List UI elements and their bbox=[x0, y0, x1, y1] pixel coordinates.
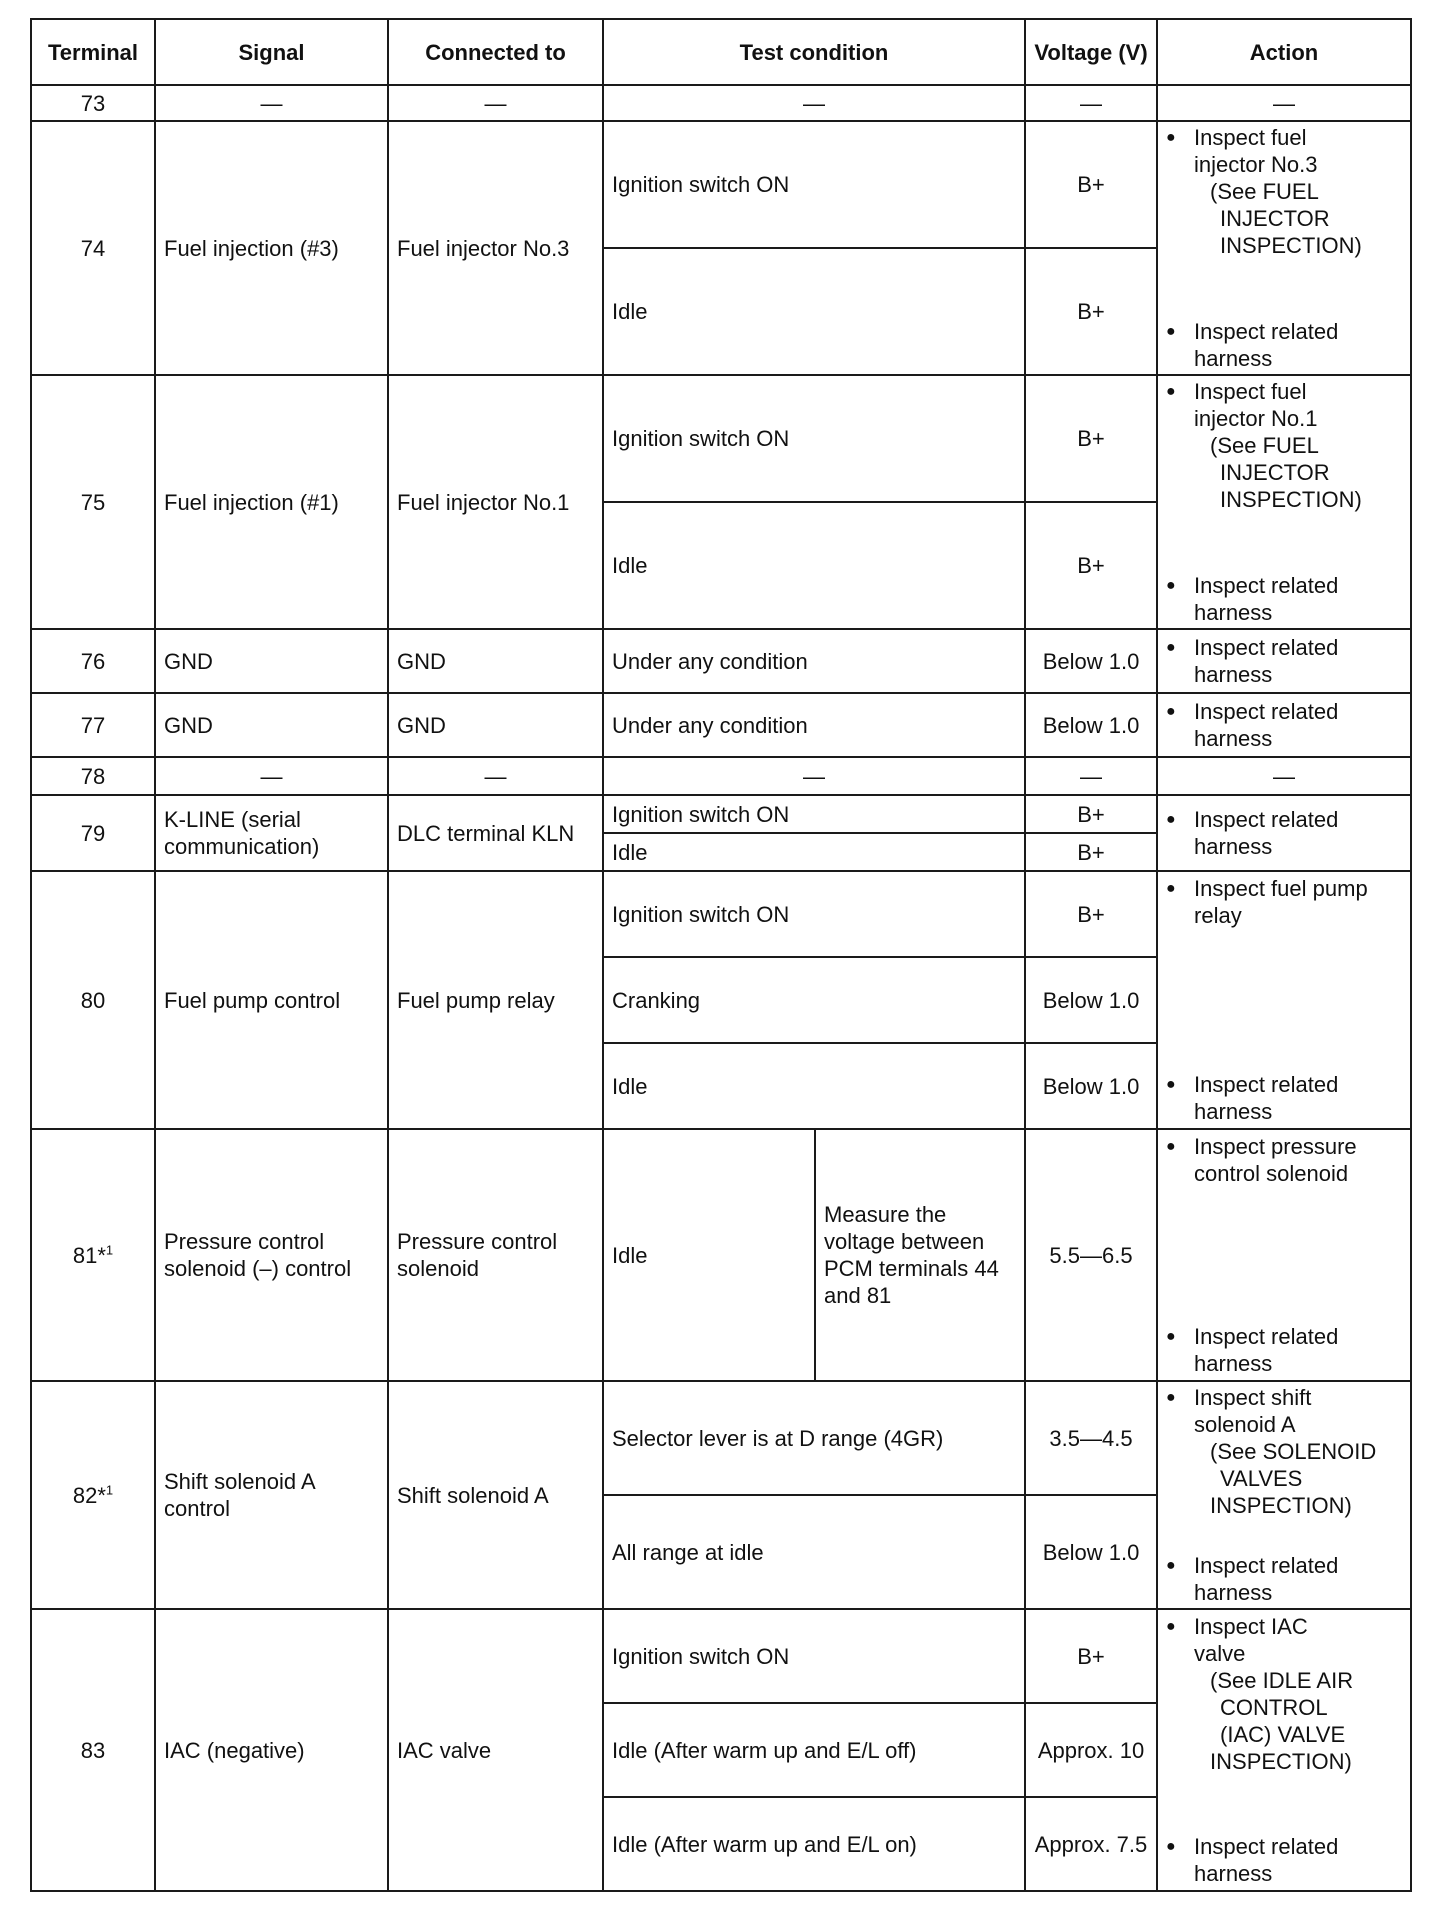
action-item bbox=[1166, 1071, 1402, 1125]
condition-cell: — bbox=[603, 85, 1025, 121]
action-text: Inspect fuel bbox=[1194, 379, 1307, 404]
bullet-icon: ● bbox=[1166, 1076, 1176, 1093]
action-text: injector No.1 bbox=[1194, 406, 1318, 431]
terminal-cell: 81*$^1$ bbox=[31, 1129, 155, 1381]
row-terminal-77 bbox=[31, 693, 1411, 757]
action-text: Inspect related harness bbox=[1194, 699, 1339, 751]
terminal-cell: 78 bbox=[31, 757, 155, 795]
header-row bbox=[31, 19, 1411, 85]
condition-cell: Idle bbox=[603, 833, 1025, 871]
voltage-cell: B+ bbox=[1025, 502, 1157, 629]
signal-cell: K-LINE (serial communication) bbox=[155, 795, 388, 871]
bullet-icon: ● bbox=[1166, 577, 1176, 594]
bullet-icon: ● bbox=[1166, 703, 1176, 720]
condition-cell: Idle (After warm up and E/L off) bbox=[603, 1703, 1025, 1797]
row-terminal-76 bbox=[31, 629, 1411, 693]
bullet-icon: ● bbox=[1166, 811, 1176, 828]
action-text: Inspect related harness bbox=[1194, 573, 1339, 625]
action-text: INSPECTION) bbox=[1220, 487, 1362, 512]
connected-cell: — bbox=[388, 85, 603, 121]
row-terminal-79 bbox=[31, 795, 1411, 833]
action-text: (See FUEL bbox=[1210, 433, 1319, 458]
terminal-voltage-table-sheet bbox=[30, 18, 1410, 1892]
terminal-cell: 83 bbox=[31, 1609, 155, 1891]
action-text: (See IDLE AIR bbox=[1210, 1668, 1354, 1693]
row-terminal-82 bbox=[31, 1381, 1411, 1495]
condition-cell: Ignition switch ON bbox=[603, 1609, 1025, 1703]
condition-cell: Idle bbox=[603, 502, 1025, 629]
action-text: Inspect related harness bbox=[1194, 807, 1339, 859]
action-item bbox=[1166, 698, 1402, 752]
action-item bbox=[1166, 1323, 1402, 1377]
bullet-icon: ● bbox=[1166, 1557, 1176, 1574]
voltage-cell: B+ bbox=[1025, 1609, 1157, 1703]
condition-cell: Cranking bbox=[603, 957, 1025, 1043]
action-text: injector No.3 bbox=[1194, 152, 1318, 177]
action-item bbox=[1166, 634, 1402, 688]
signal-cell: Shift solenoid A control bbox=[155, 1381, 388, 1609]
terminal-cell: 75 bbox=[31, 375, 155, 629]
header-connected-to: Connected to bbox=[388, 19, 603, 85]
condition-cell: Idle (After warm up and E/L on) bbox=[603, 1797, 1025, 1891]
row-terminal-73 bbox=[31, 85, 1411, 121]
row-terminal-74 bbox=[31, 121, 1411, 248]
voltage-cell: B+ bbox=[1025, 121, 1157, 248]
action-item bbox=[1166, 1384, 1402, 1519]
action-text: VALVES bbox=[1220, 1466, 1303, 1491]
connected-cell: Fuel injector No.1 bbox=[388, 375, 603, 629]
voltage-cell: Approx. 7.5 bbox=[1025, 1797, 1157, 1891]
voltage-cell: Approx. 10 bbox=[1025, 1703, 1157, 1797]
action-text: solenoid A bbox=[1194, 1412, 1296, 1437]
voltage-cell: — bbox=[1025, 757, 1157, 795]
voltage-cell: Below 1.0 bbox=[1025, 1043, 1157, 1129]
action-item bbox=[1166, 1133, 1402, 1187]
terminal-voltage-table bbox=[30, 18, 1412, 1892]
condition-cell: — bbox=[603, 757, 1025, 795]
voltage-cell: B+ bbox=[1025, 871, 1157, 957]
bullet-icon: ● bbox=[1166, 1618, 1176, 1635]
signal-cell: GND bbox=[155, 629, 388, 693]
bullet-icon: ● bbox=[1166, 880, 1176, 897]
action-cell bbox=[1157, 1381, 1411, 1609]
header-voltage: Voltage (V) bbox=[1025, 19, 1157, 85]
signal-cell: Fuel pump control bbox=[155, 871, 388, 1129]
bullet-icon: ● bbox=[1166, 1328, 1176, 1345]
terminal-cell: 82*$^1$ bbox=[31, 1381, 155, 1609]
header-action: Action bbox=[1157, 19, 1411, 85]
action-cell bbox=[1157, 121, 1411, 375]
row-terminal-81 bbox=[31, 1129, 1411, 1381]
action-text: INJECTOR bbox=[1220, 460, 1330, 485]
action-cell bbox=[1157, 1609, 1411, 1891]
action-item bbox=[1166, 875, 1402, 929]
terminal-cell: 74 bbox=[31, 121, 155, 375]
row-terminal-75 bbox=[31, 375, 1411, 502]
bullet-icon: ● bbox=[1166, 1389, 1176, 1406]
action-cell: — bbox=[1157, 85, 1411, 121]
connected-cell: Pressure control solenoid bbox=[388, 1129, 603, 1381]
condition-cell: Selector lever is at D range (4GR) bbox=[603, 1381, 1025, 1495]
condition-cell: Under any condition bbox=[603, 629, 1025, 693]
action-item bbox=[1166, 318, 1402, 372]
voltage-cell: B+ bbox=[1025, 833, 1157, 871]
action-text: Inspect related harness bbox=[1194, 319, 1339, 371]
condition-cell: Ignition switch ON bbox=[603, 121, 1025, 248]
action-text: Inspect related harness bbox=[1194, 1834, 1339, 1886]
action-cell bbox=[1157, 629, 1411, 693]
voltage-cell: B+ bbox=[1025, 248, 1157, 375]
connected-cell: — bbox=[388, 757, 603, 795]
signal-cell: — bbox=[155, 85, 388, 121]
action-text: CONTROL bbox=[1220, 1695, 1328, 1720]
condition-cell: All range at idle bbox=[603, 1495, 1025, 1609]
action-item bbox=[1166, 1833, 1402, 1887]
row-terminal-80 bbox=[31, 871, 1411, 957]
bullet-icon: ● bbox=[1166, 383, 1176, 400]
connected-cell: IAC valve bbox=[388, 1609, 603, 1891]
action-cell bbox=[1157, 795, 1411, 871]
action-item bbox=[1166, 806, 1402, 860]
bullet-icon: ● bbox=[1166, 129, 1176, 146]
voltage-cell: 5.5—6.5 bbox=[1025, 1129, 1157, 1381]
action-text: valve bbox=[1194, 1641, 1246, 1666]
condition-cell: Ignition switch ON bbox=[603, 871, 1025, 957]
action-text: Inspect related harness bbox=[1194, 1072, 1339, 1124]
bullet-icon: ● bbox=[1166, 323, 1176, 340]
signal-cell: IAC (negative) bbox=[155, 1609, 388, 1891]
terminal-cell: 77 bbox=[31, 693, 155, 757]
terminal-cell: 80 bbox=[31, 871, 155, 1129]
header-terminal: Terminal bbox=[31, 19, 155, 85]
bullet-icon: ● bbox=[1166, 1138, 1176, 1155]
voltage-cell: Below 1.0 bbox=[1025, 629, 1157, 693]
condition-note-cell: Measure the voltage between PCM terminals 44 and 81 bbox=[815, 1129, 1025, 1381]
condition-cell: Idle bbox=[603, 248, 1025, 375]
action-cell bbox=[1157, 1129, 1411, 1381]
voltage-cell: B+ bbox=[1025, 795, 1157, 833]
header-test-condition: Test condition bbox=[603, 19, 1025, 85]
condition-cell: Under any condition bbox=[603, 693, 1025, 757]
footnote-marker: 1 bbox=[105, 1482, 114, 1498]
condition-cell: Idle bbox=[603, 1043, 1025, 1129]
condition-cell: Ignition switch ON bbox=[603, 375, 1025, 502]
action-cell bbox=[1157, 375, 1411, 629]
row-terminal-83 bbox=[31, 1609, 1411, 1703]
action-cell: — bbox=[1157, 757, 1411, 795]
action-cell bbox=[1157, 871, 1411, 1129]
voltage-cell: 3.5—4.5 bbox=[1025, 1381, 1157, 1495]
action-item bbox=[1166, 572, 1402, 626]
action-item bbox=[1166, 378, 1402, 513]
action-text: Inspect related harness bbox=[1194, 1324, 1339, 1376]
voltage-cell: Below 1.0 bbox=[1025, 957, 1157, 1043]
signal-cell: — bbox=[155, 757, 388, 795]
action-text: (See SOLENOID bbox=[1210, 1439, 1377, 1464]
connected-cell: GND bbox=[388, 693, 603, 757]
action-text: (See FUEL bbox=[1210, 179, 1319, 204]
header-signal: Signal bbox=[155, 19, 388, 85]
voltage-cell: — bbox=[1025, 85, 1157, 121]
signal-cell: GND bbox=[155, 693, 388, 757]
action-text: INSPECTION) bbox=[1210, 1493, 1352, 1518]
terminal-cell: 73 bbox=[31, 85, 155, 121]
terminal-cell: 79 bbox=[31, 795, 155, 871]
signal-cell: Pressure control solenoid (–) control bbox=[155, 1129, 388, 1381]
bullet-icon: ● bbox=[1166, 639, 1176, 656]
connected-cell: Fuel pump relay bbox=[388, 871, 603, 1129]
bullet-icon: ● bbox=[1166, 1838, 1176, 1855]
action-cell bbox=[1157, 693, 1411, 757]
voltage-cell: Below 1.0 bbox=[1025, 1495, 1157, 1609]
signal-cell: Fuel injection (#1) bbox=[155, 375, 388, 629]
connected-cell: Shift solenoid A bbox=[388, 1381, 603, 1609]
connected-cell: GND bbox=[388, 629, 603, 693]
action-text: Inspect shift bbox=[1194, 1385, 1312, 1410]
action-text: INSPECTION) bbox=[1220, 233, 1362, 258]
action-text: INSPECTION) bbox=[1210, 1749, 1352, 1774]
signal-cell: Fuel injection (#3) bbox=[155, 121, 388, 375]
action-item bbox=[1166, 124, 1402, 259]
action-text: Inspect related harness bbox=[1194, 635, 1339, 687]
action-text: Inspect related harness bbox=[1194, 1553, 1339, 1605]
connected-cell: DLC terminal KLN bbox=[388, 795, 603, 871]
footnote-marker: 1 bbox=[105, 1242, 114, 1258]
condition-cell: Ignition switch ON bbox=[603, 795, 1025, 833]
action-text: Inspect IAC bbox=[1194, 1614, 1308, 1639]
connected-cell: Fuel injector No.3 bbox=[388, 121, 603, 375]
row-terminal-78 bbox=[31, 757, 1411, 795]
condition-cell: Idle bbox=[603, 1129, 815, 1381]
action-item bbox=[1166, 1552, 1402, 1606]
terminal-cell: 76 bbox=[31, 629, 155, 693]
action-item bbox=[1166, 1613, 1402, 1775]
action-text: Inspect fuel bbox=[1194, 125, 1307, 150]
action-text: (IAC) VALVE bbox=[1220, 1722, 1346, 1747]
voltage-cell: Below 1.0 bbox=[1025, 693, 1157, 757]
action-text: Inspect pressure control solenoid bbox=[1194, 1134, 1357, 1186]
voltage-cell: B+ bbox=[1025, 375, 1157, 502]
action-text: Inspect fuel pump relay bbox=[1194, 876, 1368, 928]
action-text: INJECTOR bbox=[1220, 206, 1330, 231]
